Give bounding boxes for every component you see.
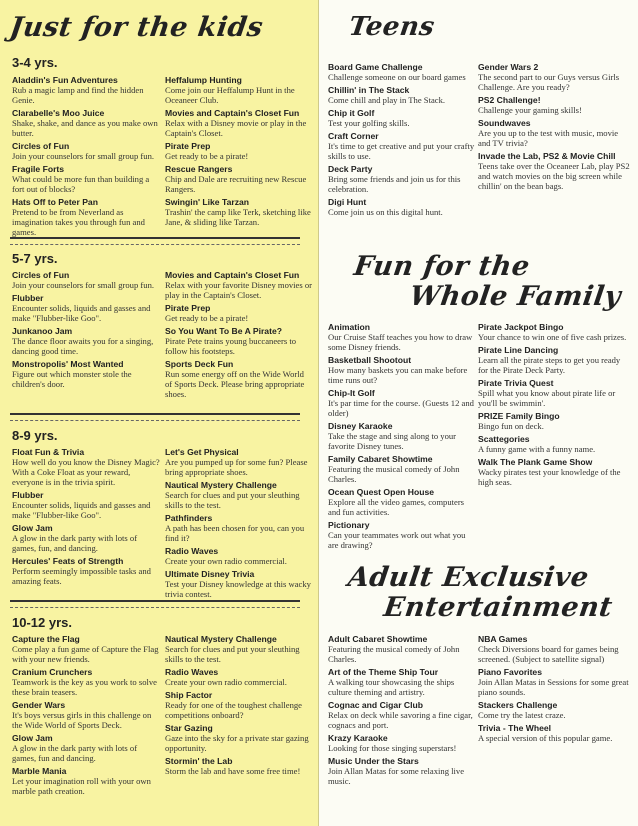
- activity-title: Pirate Jackpot Bingo: [478, 322, 564, 332]
- activity-title: Family Cabaret Showtime: [328, 454, 433, 464]
- activity-item: [328, 667, 476, 697]
- section-divider: [10, 413, 300, 421]
- kids-10-12-right-column: [165, 634, 313, 779]
- kids-5-7-left-column: [12, 270, 160, 392]
- activity-description: Looking for those singing superstars!: [328, 743, 457, 753]
- activity-description: Test your golfing skills.: [328, 118, 410, 128]
- activity-item: [165, 480, 313, 510]
- activity-description: Come join our Heffalump Hunt in the Oceaneer Club.: [165, 85, 295, 105]
- activity-item: [12, 75, 160, 105]
- activity-item: [12, 634, 160, 664]
- activity-title: Basketball Shootout: [328, 355, 412, 365]
- activity-description: Spill what you know about pirate life or you'll be swimmin'.: [478, 388, 616, 408]
- age-heading-5-7: 5-7 yrs.: [12, 251, 58, 266]
- activity-title: NBA Games: [478, 634, 528, 644]
- activity-description: Relax with your favorite Disney movies or play in the Captain's Closet.: [165, 280, 313, 300]
- activity-item: [12, 733, 160, 763]
- activity-item: [328, 700, 476, 730]
- section-divider: [10, 237, 300, 245]
- activity-description: A glow in the dark party with lots of games, fun and dancing.: [12, 743, 138, 763]
- activity-title: Soundwaves: [478, 118, 531, 128]
- activity-description: Can your teammates work out what you are drawing?: [328, 530, 466, 550]
- activity-item: [165, 756, 313, 776]
- activity-item: [328, 388, 476, 418]
- activity-title: Glow Jam: [12, 733, 53, 743]
- activity-title: Pirate Trivia Quest: [478, 378, 554, 388]
- activity-description: Take the stage and sing along to your favorite Disney tunes.: [328, 431, 457, 451]
- activity-description: A path has been chosen for you, can you find it?: [165, 523, 305, 543]
- activity-title: Ship Factor: [165, 690, 213, 700]
- activity-title: Piano Favorites: [478, 667, 542, 677]
- activity-item: [12, 667, 160, 697]
- family-left-column: [328, 322, 476, 553]
- activity-title: Heffalump Hunting: [165, 75, 242, 85]
- activity-description: Join Allan Matas in Sessions for some great piano sounds.: [478, 677, 629, 697]
- activity-item: [12, 490, 160, 520]
- activity-item: [12, 108, 160, 138]
- activity-title: Music Under the Stars: [328, 756, 419, 766]
- activity-description: Pretend to be from Neverland as imagination takes you through fun and games.: [12, 207, 145, 237]
- activity-item: [328, 733, 476, 753]
- activity-title: Craft Corner: [328, 131, 379, 141]
- kids-section-title: Just for the kids: [7, 12, 266, 43]
- activity-item: [165, 359, 313, 399]
- activity-item: [478, 95, 630, 115]
- activity-item: [328, 197, 476, 217]
- family-title-line-2: Whole Family: [407, 281, 623, 312]
- activity-description: What could be more fun than building a fort out of blocks?: [12, 174, 150, 194]
- activity-item: [478, 434, 630, 454]
- activity-title: Movies and Captain's Closet Fun: [165, 270, 300, 280]
- activity-description: Pirate Pete trains young buccaneers to follow his footsteps.: [165, 336, 297, 356]
- kids-8-9-left-column: [12, 447, 160, 589]
- kids-5-7-right-column: [165, 270, 313, 402]
- family-section-title: [348, 252, 627, 312]
- activity-description: Come play a fun game of Capture the Flag with your new friends.: [12, 644, 159, 664]
- activity-title: So You Want To Be A Pirate?: [165, 326, 282, 336]
- activity-title: Radio Waves: [165, 667, 219, 677]
- activity-title: PS2 Challenge!: [478, 95, 541, 105]
- activity-item: [12, 164, 160, 194]
- activity-description: Run some energy off on the Wide World of Sports Deck. Please bring appropriate shoes.: [165, 369, 305, 399]
- activity-title: Sports Deck Fun: [165, 359, 234, 369]
- activity-description: Challenge someone on our board games: [328, 72, 466, 82]
- activity-description: Chip and Dale are recruiting new Rescue Rangers.: [165, 174, 307, 194]
- activity-item: [478, 378, 630, 408]
- activity-title: Ocean Quest Open House: [328, 487, 435, 497]
- activity-description: Gaze into the sky for a private star gazing opportunity.: [165, 733, 309, 753]
- activity-item: [478, 457, 630, 487]
- activity-title: Pictionary: [328, 520, 370, 530]
- activity-title: Gender Wars 2: [478, 62, 539, 72]
- activity-title: Radio Waves: [165, 546, 219, 556]
- activity-title: Ultimate Disney Trivia: [165, 569, 255, 579]
- activity-item: [12, 326, 160, 356]
- activity-description: Bingo fun on deck.: [478, 421, 544, 431]
- activity-title: Nautical Mystery Challenge: [165, 634, 277, 644]
- activity-description: Create your own radio commercial.: [165, 556, 287, 566]
- activity-item: [328, 634, 476, 664]
- activity-item: [478, 700, 630, 720]
- activity-description: Are you up to the test with music, movie and TV trivia?: [478, 128, 619, 148]
- activity-description: Storm the lab and have some free time!: [165, 766, 301, 776]
- activity-item: [12, 766, 160, 796]
- activity-title: Scattegories: [478, 434, 530, 444]
- activity-title: Digi Hunt: [328, 197, 367, 207]
- activity-description: A glow in the dark party with lots of games, fun, and dancing.: [12, 533, 138, 553]
- activity-item: [12, 197, 160, 237]
- activity-description: Featuring the musical comedy of John Charles.: [328, 644, 460, 664]
- activity-item: [165, 723, 313, 753]
- activity-item: [328, 454, 476, 484]
- activity-item: [328, 421, 476, 451]
- activity-title: Disney Karaoke: [328, 421, 393, 431]
- activity-item: [328, 164, 476, 194]
- activity-description: Search for clues and put your sleuthing skills to the test.: [165, 644, 300, 664]
- activity-title: Flubber: [12, 490, 44, 500]
- activity-description: Come join us on this digital hunt.: [328, 207, 443, 217]
- activity-item: [328, 85, 476, 105]
- activity-description: A special version of this popular game.: [478, 733, 613, 743]
- activity-item: [165, 634, 313, 664]
- activity-title: Let's Get Physical: [165, 447, 239, 457]
- activity-title: Swingin' Like Tarzan: [165, 197, 250, 207]
- activity-description: Encounter solids, liquids and gasses and make "Flubber-like Goo".: [12, 303, 151, 323]
- activity-item: [328, 520, 476, 550]
- activity-title: Star Gazing: [165, 723, 213, 733]
- activity-description: Figure out which monster stole the children's door.: [12, 369, 132, 389]
- activity-item: [478, 322, 630, 342]
- activity-title: Pirate Prep: [165, 303, 211, 313]
- activity-item: [478, 411, 630, 431]
- activity-description: The second part to our Guys versus Girls Challenge. Are you ready?: [478, 72, 620, 92]
- adult-section-title: [342, 563, 619, 623]
- activity-title: Chip it Golf: [328, 108, 375, 118]
- kids-3-4-right-column: [165, 75, 313, 230]
- teens-section-title: Teens: [346, 12, 437, 42]
- activity-description: Perform seemingly impossible tasks and amazing feats.: [12, 566, 151, 586]
- adult-right-column: [478, 634, 630, 746]
- activity-title: Adult Cabaret Showtime: [328, 634, 428, 644]
- activity-item: [12, 700, 160, 730]
- family-title-line-1: Fun for the: [352, 251, 532, 282]
- activity-item: [12, 523, 160, 553]
- activity-title: Float Fun & Trivia: [12, 447, 85, 457]
- activity-description: Shake, shake, and dance as you make own butter.: [12, 118, 158, 138]
- activity-title: Pathfinders: [165, 513, 213, 523]
- activity-item: [478, 667, 630, 697]
- activity-item: [12, 270, 160, 290]
- kids-8-9-right-column: [165, 447, 313, 602]
- activity-description: Get ready to be a pirate!: [165, 151, 249, 161]
- activity-description: How many baskets you can make before time runs out?: [328, 365, 468, 385]
- activity-item: [165, 546, 313, 566]
- activity-item: [478, 62, 630, 92]
- activity-title: Circles of Fun: [12, 270, 70, 280]
- activity-item: [328, 108, 476, 128]
- activity-title: Nautical Mystery Challenge: [165, 480, 277, 490]
- activity-description: Join Allan Matas for some relaxing live music.: [328, 766, 465, 786]
- activity-item: [165, 690, 313, 720]
- activity-description: Your chance to win one of five cash prizes.: [478, 332, 627, 342]
- age-heading-8-9: 8-9 yrs.: [12, 428, 58, 443]
- activity-description: Featuring the musical comedy of John Charles.: [328, 464, 460, 484]
- activity-title: Flubber: [12, 293, 44, 303]
- activity-item: [12, 141, 160, 161]
- activity-description: Explore all the video games, computers and fun activities.: [328, 497, 465, 517]
- activity-title: Gender Wars: [12, 700, 66, 710]
- activity-description: Our Cruise Staff teaches you how to draw some Disney friends.: [328, 332, 473, 352]
- activity-title: Monstropolis' Most Wanted: [12, 359, 124, 369]
- activity-item: [12, 293, 160, 323]
- activity-title: Art of the Theme Ship Tour: [328, 667, 439, 677]
- adult-title-line-1: Adult Exclusive: [346, 562, 591, 593]
- activity-title: Stackers Challenge: [478, 700, 558, 710]
- activity-description: The dance floor awaits you for a singing, dancing good time.: [12, 336, 154, 356]
- adult-left-column: [328, 634, 476, 789]
- activity-title: Clarabelle's Moo Juice: [12, 108, 105, 118]
- activity-description: It's time to get creative and put your crafty skills to use.: [328, 141, 475, 161]
- activity-title: Stormin' the Lab: [165, 756, 233, 766]
- activity-description: Relax on deck while savoring a fine cigar, cognacs and port.: [328, 710, 473, 730]
- activity-item: [328, 62, 476, 82]
- activity-description: Teamwork is the key as you work to solve these brain teasers.: [12, 677, 157, 697]
- age-heading-3-4: 3-4 yrs.: [12, 55, 58, 70]
- activity-title: Pirate Line Dancing: [478, 345, 559, 355]
- adult-title-line-2: Entertainment: [381, 592, 615, 623]
- activity-description: How well do you know the Disney Magic? With a Coke Float as your reward, everyone is in the trivia spirit.: [12, 457, 160, 487]
- activity-description: A funny game with a funny name.: [478, 444, 596, 454]
- activity-item: [328, 756, 476, 786]
- activity-item: [328, 322, 476, 352]
- activity-description: Let your imagination roll with your own marble path creation.: [12, 776, 151, 796]
- activity-item: [165, 141, 313, 161]
- activity-title: Cognac and Cigar Club: [328, 700, 424, 710]
- activity-item: [165, 303, 313, 323]
- activity-description: Search for clues and put your sleuthing skills to the test.: [165, 490, 300, 510]
- teens-right-column: [478, 62, 630, 194]
- activity-item: [165, 667, 313, 687]
- activity-item: [478, 118, 630, 148]
- activity-description: Come chill and play in The Stack.: [328, 95, 446, 105]
- activity-item: [12, 359, 160, 389]
- activity-title: Animation: [328, 322, 371, 332]
- activity-item: [328, 355, 476, 385]
- kids-10-12-left-column: [12, 634, 160, 799]
- activity-title: Chillin' in The Stack: [328, 85, 410, 95]
- activity-item: [165, 197, 313, 227]
- activity-description: Create your own radio commercial.: [165, 677, 287, 687]
- activity-item: [165, 270, 313, 300]
- activity-title: Glow Jam: [12, 523, 53, 533]
- activity-item: [12, 556, 160, 586]
- activity-title: Invade the Lab, PS2 & Movie Chill: [478, 151, 616, 161]
- family-right-column: [478, 322, 630, 490]
- activity-title: Deck Party: [328, 164, 373, 174]
- activity-description: Encounter solids, liquids and gasses and make "Flubber-like Goo".: [12, 500, 151, 520]
- activity-description: Rub a magic lamp and find the hidden Genie.: [12, 85, 144, 105]
- activity-title: Cranium Crunchers: [12, 667, 93, 677]
- activity-title: Movies and Captain's Closet Fun: [165, 108, 300, 118]
- activity-description: Are you pumped up for some fun? Please bring appropriate shoes.: [165, 457, 308, 477]
- activity-title: Hercules' Feats of Strength: [12, 556, 124, 566]
- activity-description: Relax with a Disney movie or play in the Captain's Closet.: [165, 118, 307, 138]
- activity-description: Come try the latest craze.: [478, 710, 566, 720]
- activity-title: Board Game Challenge: [328, 62, 423, 72]
- activity-title: Capture the Flag: [12, 634, 80, 644]
- activity-item: [165, 326, 313, 356]
- activity-description: Bring some friends and join us for this celebration.: [328, 174, 461, 194]
- activity-item: [165, 108, 313, 138]
- activity-description: Learn all the pirate steps to get you ready for the Pirate Deck Party.: [478, 355, 621, 375]
- activity-title: Chip-It Golf: [328, 388, 375, 398]
- activity-title: PRIZE Family Bingo: [478, 411, 560, 421]
- activity-title: Krazy Karaoke: [328, 733, 388, 743]
- activity-item: [478, 634, 630, 664]
- activity-item: [165, 164, 313, 194]
- activity-title: Trivia - The Wheel: [478, 723, 552, 733]
- activity-item: [165, 447, 313, 477]
- activity-title: Aladdin's Fun Adventures: [12, 75, 118, 85]
- activity-description: Test your Disney knowledge at this wacky trivia contest.: [165, 579, 311, 599]
- activity-description: It's par time for the course. (Guests 12 and older): [328, 398, 474, 418]
- activity-description: Check Diversions board for games being screened. (Subject to satellite signal): [478, 644, 619, 664]
- activity-title: Pirate Prep: [165, 141, 211, 151]
- activity-item: [328, 131, 476, 161]
- activity-title: Fragile Forts: [12, 164, 65, 174]
- section-divider: [10, 600, 300, 608]
- activity-description: Wacky pirates test your knowledge of the high seas.: [478, 467, 621, 487]
- activity-item: [165, 75, 313, 105]
- activity-item: [478, 345, 630, 375]
- activity-description: Join your counselors for small group fun.: [12, 151, 155, 161]
- activity-item: [12, 447, 160, 487]
- activity-description: Join your counselors for small group fun.: [12, 280, 155, 290]
- activity-title: Walk The Plank Game Show: [478, 457, 593, 467]
- activity-item: [165, 569, 313, 599]
- activity-description: Trashin' the camp like Terk, sketching like Jane, & sliding like Tarzan.: [165, 207, 311, 227]
- age-heading-10-12: 10-12 yrs.: [12, 615, 72, 630]
- activity-title: Junkanoo Jam: [12, 326, 73, 336]
- activity-description: Get ready to be a pirate!: [165, 313, 249, 323]
- activity-description: Ready for one of the toughest challenge competitions onboard?: [165, 700, 302, 720]
- activity-description: Teens take over the Oceaneer Lab, play PS2 and watch movies on the big screen while chillin' on the bean bags.: [478, 161, 630, 191]
- kids-3-4-left-column: [12, 75, 160, 240]
- activity-title: Hats Off to Peter Pan: [12, 197, 98, 207]
- activity-title: Rescue Rangers: [165, 164, 233, 174]
- activity-item: [328, 487, 476, 517]
- activity-description: A walking tour showcasing the ships culture theming and artistry.: [328, 677, 455, 697]
- activity-description: It's boys versus girls in this challenge on the Wide World of Sports Deck.: [12, 710, 152, 730]
- activity-title: Marble Mania: [12, 766, 67, 776]
- activity-item: [165, 513, 313, 543]
- activity-item: [478, 723, 630, 743]
- activity-item: [478, 151, 630, 191]
- activity-description: Challenge your gaming skills!: [478, 105, 582, 115]
- activity-title: Circles of Fun: [12, 141, 70, 151]
- teens-left-column: [328, 62, 476, 220]
